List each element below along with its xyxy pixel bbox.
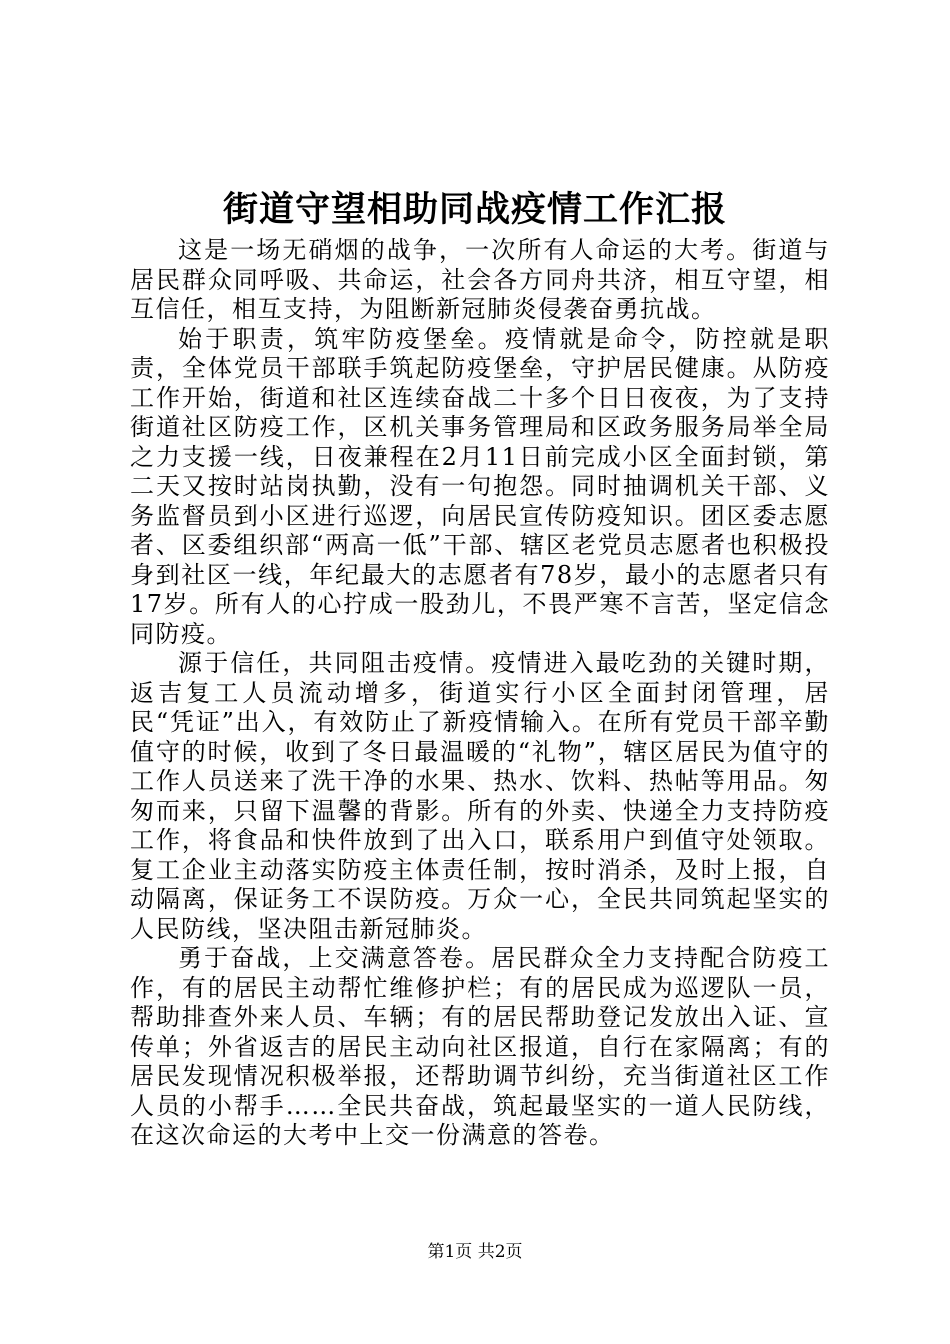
paragraph-intro: 这是一场无硝烟的战争，一次所有人命运的大考。街道与居民群众同呼吸、共命运，社会各方同舟共济，相互守望，相互信任，相互支持，为阻断新冠肺炎侵袭奋勇抗战。: [130, 236, 830, 323]
document-body: [130, 236, 830, 1151]
paragraph-struggle: 勇于奋战，上交满意答卷。居民群众全力支持配合防疫工作，有的居民主动帮忙维修护栏；有的居民成为巡逻队一员，帮助排查外来人员、车辆；有的居民帮助登记发放出入证、宣传单；外省返吉的居民主动向社区报道，自行在家隔离；有的居民发现情况积极举报，还帮助调节纠纷，充当街道社区工作人员的小帮手……全民共奋战，筑起最坚实的一道人民防线，在这次命运的大考中上交一份满意的答卷。: [130, 944, 830, 1149]
paragraph-duty: 始于职责，筑牢防疫堡垒。疫情就是命令，防控就是职责，全体党员干部联手筑起防疫堡垒，守护居民健康。从防疫工作开始，街道和社区连续奋战二十多个日日夜夜，为了支持街道社区防疫工作，区机关事务管理局和区政务服务局举全局之力支援一线，日夜兼程在2月11日前完成小区全面封锁，第二天又按时站岗执勤，没有一句抱怨。同时抽调机关干部、义务监督员到小区进行巡逻，向居民宣传防疫知识。团区委志愿者、区委组织部“两高一低”干部、辖区老党员志愿者也积极投身到社区一线，年纪最大的志愿者有78岁，最小的志愿者只有17岁。所有人的心拧成一股劲儿，不畏严寒不言苦，坚定信念同防疫。: [130, 324, 830, 648]
paragraph-trust: 源于信任，共同阻击疫情。疫情进入最吃劲的关键时期，返吉复工人员流动增多，街道实行小区全面封闭管理，居民“凭证”出入，有效防止了新疫情输入。在所有党员干部辛勤值守的时候，收到了冬日最温暖的“礼物”，辖区居民为值守的工作人员送来了洗干净的水果、热水、饮料、热帖等用品。匆匆而来，只留下温馨的背影。所有的外卖、快递全力支持防疫工作，将食品和快件放到了出入口，联系用户到值守处领取。复工企业主动落实防疫主体责任制，按时消杀，及时上报，自动隔离，保证务工不误防疫。万众一心，全民共同筑起坚实的人民防线，坚决阻击新冠肺炎。: [130, 649, 830, 943]
document-title: 街道守望相助同战疫情工作汇报: [222, 189, 727, 230]
page-number-footer: 第1页 共2页: [427, 1242, 523, 1262]
